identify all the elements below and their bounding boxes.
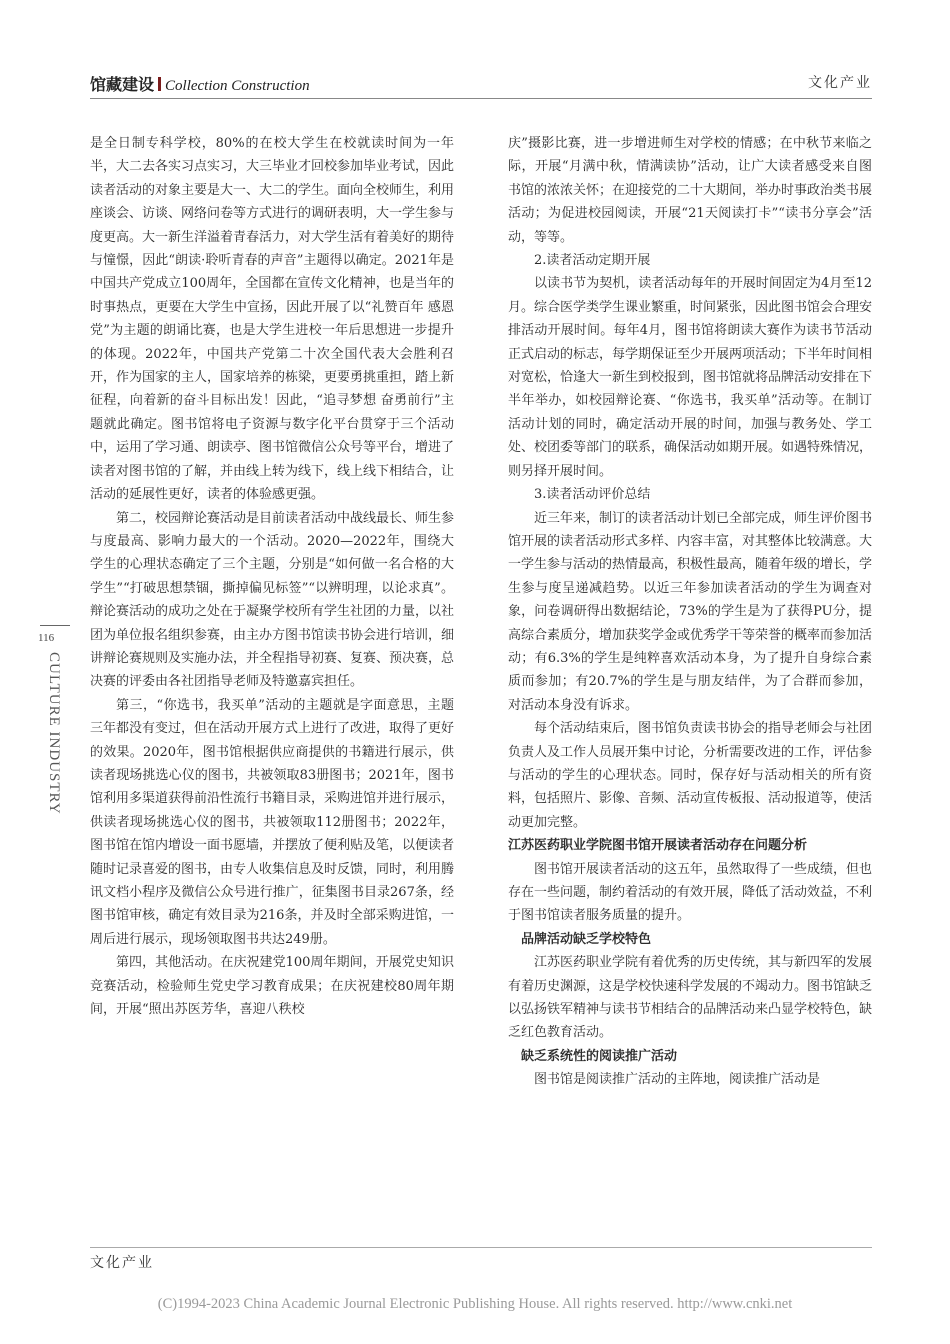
paragraph: 第二，校园辩论赛活动是目前读者活动中战线最长、师生参与度最高、影响力最大的一个活动。2020—2022年，围绕大学生的心理状态确定了三个主题，分别是“如何做一名合格的大学生”“打破思想禁锢，撕掉偏见标签”“以辨明理，以论求真”。辩论赛活动的成功之处在于凝聚学校所有学生社团的力量，以社团为单位报名组织参赛，由主办方图书馆读书协会进行培训，细讲辩论赛规则及实施办法，并全程指导初赛、复赛、预决赛，总决赛的评委由各社团指导老师及特邀嘉宾担任。 bbox=[90, 510, 455, 690]
header-rule bbox=[90, 98, 872, 99]
header-divider bbox=[158, 77, 161, 91]
footer-rule bbox=[90, 1247, 872, 1248]
subsection-heading: 品牌活动缺乏学校特色 bbox=[521, 931, 652, 947]
journal-name-header: 文化产业 bbox=[808, 75, 872, 91]
paragraph: 以读书节为契机，读者活动每年的开展时间固定为4月至12月。综合医学类学生课业繁重，时间紧张，因此图书馆会合理安排活动开展时间。每年4月，图书馆将朗读大赛作为读书节活动正式启动的标志，每学期保证至少开展两项活动；下半年时间相对宽松，恰逢大一新生到校报到，图书馆就将品牌活动安排在下半年举办，如校园辩论赛、“你选书，我买单”活动等。在制订活动计划的同时，确定活动开展的时间，加强与教务处、学工处、校团委等部门的联系，确保活动如期开展。如遇特殊情况，则另择开展时间。 bbox=[508, 276, 873, 479]
paragraph: 每个活动结束后，图书馆负责读书协会的指导老师会与社团负责人及工作人员展开集中讨论，分析需要改进的工作，评估参与活动的学生的心理状态。同时，保存好与活动相关的所有资料，包括照片、影像、音频、活动宣传板报、活动报道等，使活动更加完整。 bbox=[508, 721, 873, 830]
paragraph: 是全日制专科学校，80%的在校大学生在校就读时间为一年半，大二去各实习点实习，大三毕业才回校参加毕业考试，因此读者活动的对象主要是大一、大二的学生。面向全校师生，利用座谈会、访谈、网络问卷等方式进行的调研表明，大一学生参与度更高。大一新生洋溢着青春活力，对大学生活有着美好的期待与憧憬，因此“朗读·聆听青春的声音”主题得以确定。2021年是中国共产党成立100周年，全国都在宣传文化精神，也是当年的时事热点，更要在大学生中宣扬，因此开展了以“礼赞百年 感恩党”为主题的朗诵比赛，也是大学生进校一年后思想进一步提升的体现。2022年，中国共产党第二十次全国代表大会胜利召开，作为国家的主人，国家培养的栋梁，更要勇挑重担，踏上新征程，向着新的奋斗目标出发！因此，“追寻梦想 奋勇前行”主题就此确定。图书馆将电子资源与数字化平台贯穿于三个活动中，运用了学习通、朗读亭、图书馆微信公众号等平台，增进了读者对图书馆的了解，并由线上转为线下，线上线下相结合，让活动的延展性更好，读者的体验感更强。 bbox=[90, 136, 455, 503]
side-journal-label: CULTURE INDUSTRY bbox=[46, 652, 62, 815]
section-title-cn: 馆藏建设 bbox=[90, 75, 155, 94]
journal-name-footer: 文化产业 bbox=[90, 1255, 154, 1271]
paragraph: 江苏医药职业学院有着优秀的历史传统，其与新四军的发展有着历史渊源，这是学校快速科学发展的不竭动力。图书馆缺乏以弘扬铁军精神与读书节相结合的品牌活动来凸显学校特色，缺乏红色教育活动。 bbox=[508, 955, 873, 1041]
copyright-notice: (C)1994-2023 China Academic Journal Electronic Publishing House. All rights reserved. http://www.cnki.net bbox=[157, 1296, 793, 1312]
paragraph: 近三年来，制订的读者活动计划已全部完成，师生评价图书馆开展的读者活动形式多样、内容丰富，对其整体比较满意。大一学生参与活动的热情最高，积极性最高，随着年级的增长，学生参与度呈递减趋势。以近三年参加读者活动的学生为调查对象，问卷调研得出数据结论，73%的学生是为了获得PU分，提高综合素质分，增加获奖学金或优秀学干等荣誉的概率而参加活动；有6.3%的学生是纯粹喜欢活动本身，为了提升自身综合素质而参加；有20.7%的学生是与朋友结伴，为了合群而参加，对活动本身没有诉求。 bbox=[508, 510, 873, 713]
running-header-section bbox=[90, 72, 310, 95]
section-title-en: Collection Construction bbox=[165, 78, 310, 94]
paragraph: 第三，“你选书，我买单”活动的主题就是字面意思，主题三年都没有变过，但在活动开展方式上进行了改进，取得了更好的效果。2020年，图书馆根据供应商提供的书籍进行展示，供读者现场挑选心仪的图书，共被领取83册图书；2021年，图书馆利用多渠道获得前沿性流行书籍目录，采购进馆并进行展示，供读者现场挑选心仪的图书，共被领取112册图书；2022年，图书馆在馆内增设一面书愿墙，并摆放了便利贴及笔，以便读者随时记录喜爱的图书，由专人收集信息及时反馈，同时，利用腾讯文档小程序及微信公众号进行推广，征集图书目录267条，经图书馆审核，确定有效目录为216条，并及时全部采购进馆，一周后进行展示，现场领取图书共达249册。 bbox=[90, 697, 455, 947]
side-rule bbox=[40, 625, 70, 626]
subsection-heading: 缺乏系统性的阅读推广活动 bbox=[521, 1048, 678, 1064]
section-heading: 江苏医药职业学院图书馆开展读者活动存在问题分析 bbox=[508, 838, 808, 854]
left-column bbox=[90, 132, 454, 1021]
paragraph: 第四，其他活动。在庆祝建党100周年期间，开展党史知识竞赛活动，检验师生党史学习教育成果；在庆祝建校80周年期间，开展“照出苏医芳华，喜迎八秩校 bbox=[90, 955, 454, 1018]
paragraph: 图书馆是阅读推广活动的主阵地，阅读推广活动是 bbox=[534, 1072, 821, 1088]
right-column bbox=[508, 132, 872, 1092]
paragraph: 庆”摄影比赛，进一步增进师生对学校的情感；在中秋节来临之际，开展“月满中秋，情满读协”活动，让广大读者感受来自图书馆的浓浓关怀；在迎接党的二十大期间，举办时事政治类书展活动；为促进校园阅读，开展“21天阅读打卡”“读书分享会”活动，等等。 bbox=[508, 136, 873, 245]
subheading: 3.读者活动评价总结 bbox=[534, 487, 651, 503]
paragraph: 图书馆开展读者活动的这五年，虽然取得了一些成绩，但也存在一些问题，制约着活动的有效开展，降低了活动效益，不利于图书馆读者服务质量的提升。 bbox=[508, 861, 873, 924]
subheading: 2.读者活动定期开展 bbox=[534, 253, 651, 269]
page-number: 116 bbox=[38, 632, 55, 644]
